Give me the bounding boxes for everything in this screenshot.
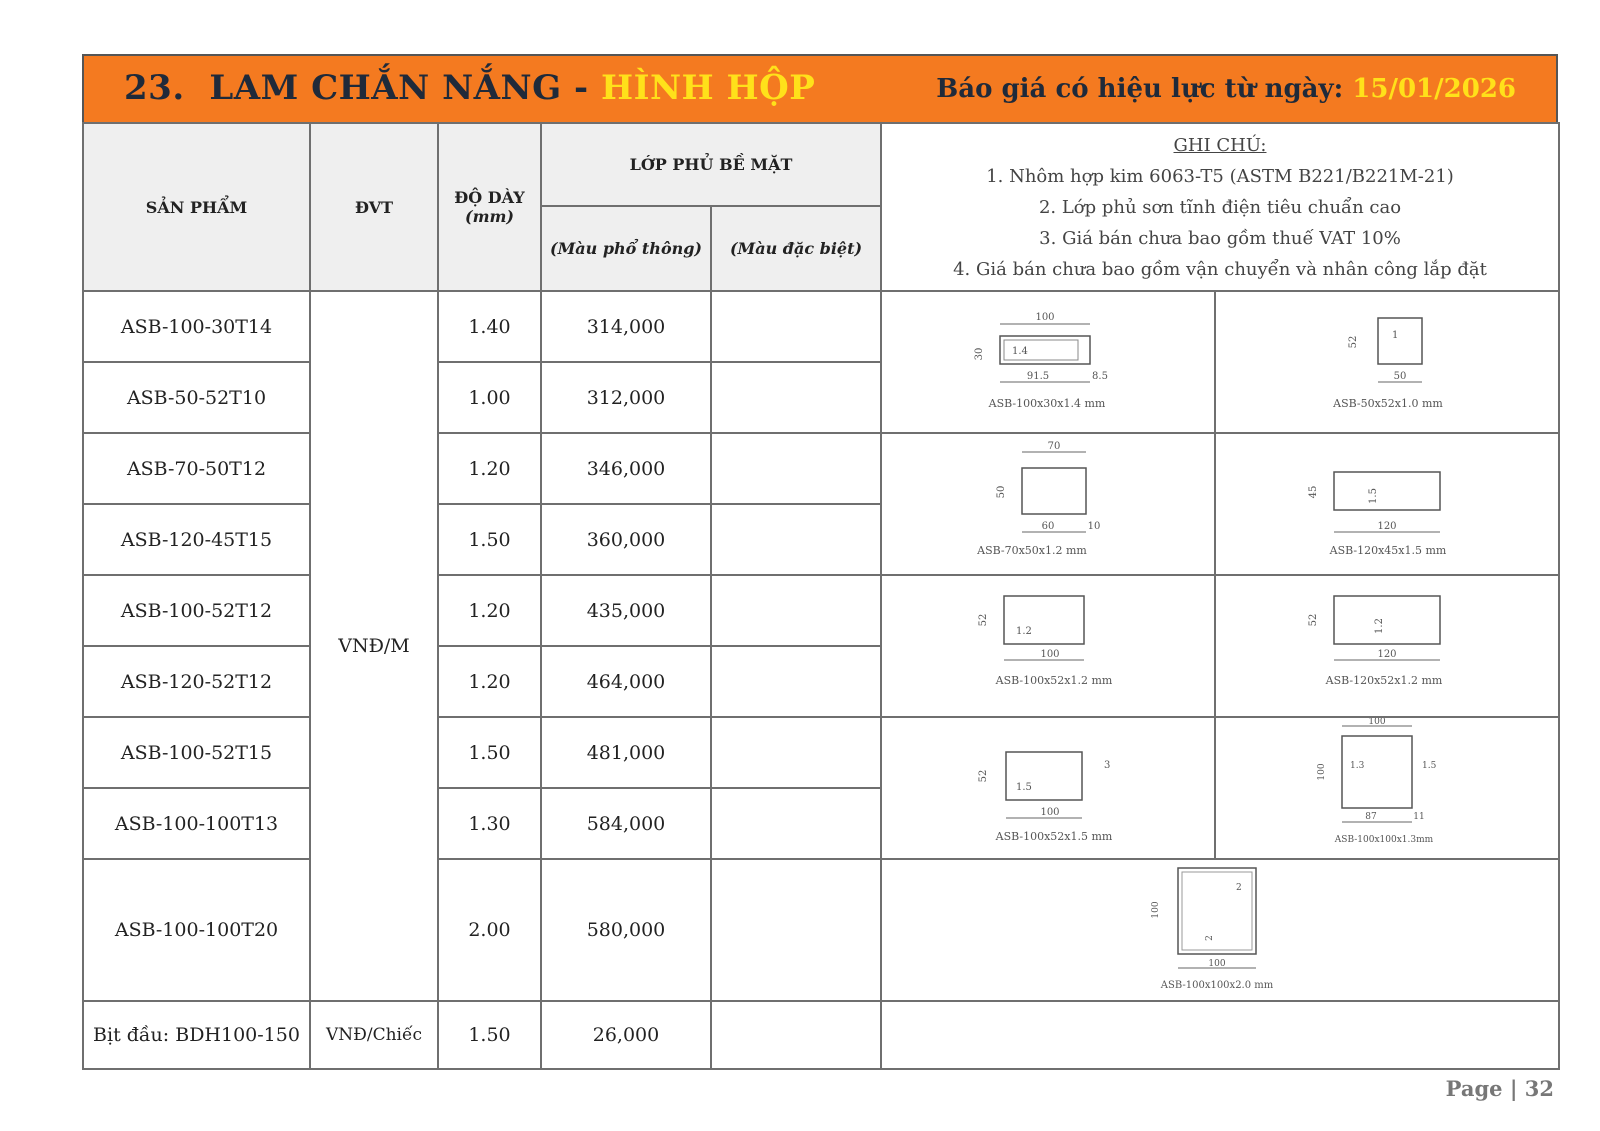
price-special: [711, 717, 881, 788]
dim-label: 100: [1151, 901, 1161, 919]
dim-label: 1.5: [1016, 782, 1032, 793]
empty-drawing-cell: [881, 1001, 1559, 1069]
validity-date: 15/01/2026: [1352, 74, 1516, 104]
thickness-unit: (mm): [465, 207, 514, 226]
section-title-accent: HÌNH HỘP: [600, 68, 816, 108]
product-code: ASB-50-52T10: [83, 362, 310, 433]
dim-label: 1.4: [1012, 346, 1028, 357]
dim-label: 100: [1368, 718, 1386, 727]
price-special: [711, 291, 881, 362]
coating-standard-label: (Màu phổ thông): [550, 239, 702, 258]
dim-label: 100: [1040, 807, 1060, 818]
notes-box: [881, 123, 1559, 291]
dim-label: 50: [1393, 371, 1407, 382]
price-special: [711, 433, 881, 504]
price-standard: 314,000: [541, 291, 711, 362]
validity-label: Báo giá có hiệu lực từ ngày:: [936, 74, 1344, 104]
price-special: [711, 362, 881, 433]
profile-drawing-d7: [882, 718, 1216, 854]
dim-label: 1.2: [1374, 618, 1385, 634]
profile-drawing-d5: [882, 576, 1216, 712]
product-code: ASB-120-45T15: [83, 504, 310, 575]
product-code: ASB-100-52T15: [83, 717, 310, 788]
dim-label: 1.5: [1368, 488, 1379, 504]
dim-label: 11: [1413, 812, 1425, 822]
profile-drawing: [881, 859, 1559, 1001]
price-standard: 580,000: [541, 859, 711, 1001]
dim-label: 52: [978, 613, 989, 627]
note-item: 1. Nhôm hợp kim 6063-T5 (ASTM B221/B221M-21): [986, 165, 1454, 187]
product-code: ASB-100-30T14: [83, 291, 310, 362]
thickness-value: 1.50: [438, 504, 541, 575]
dim-label: 1: [1392, 330, 1399, 341]
dim-label: 10: [1087, 521, 1101, 532]
dim-label: 100: [1208, 959, 1226, 969]
thickness-value: 1.40: [438, 291, 541, 362]
dim-label: 60: [1041, 521, 1055, 532]
price-special: [711, 859, 881, 1001]
dim-label: 87: [1365, 812, 1377, 822]
product-code: ASB-100-100T20: [83, 859, 310, 1001]
dim-label: 52: [1308, 613, 1319, 627]
table-row: [83, 291, 1559, 362]
profile-drawing: [881, 717, 1215, 859]
dim-label: 1.2: [1016, 626, 1032, 637]
unit-cell: VNĐ/M: [310, 291, 438, 1001]
validity-note: [936, 74, 1516, 104]
dim-label: 8.5: [1092, 371, 1108, 382]
product-code: ASB-100-52T12: [83, 575, 310, 646]
drawing-caption: ASB-100x100x1.3mm: [1334, 835, 1434, 845]
col-header-thickness: [438, 123, 541, 291]
drawing-caption: ASB-100x30x1.4 mm: [988, 397, 1106, 410]
price-special: [711, 646, 881, 717]
product-code: ASB-70-50T12: [83, 433, 310, 504]
profile-drawing-d4: [1216, 434, 1560, 570]
drawing-caption: ASB-100x100x2.0 mm: [1160, 980, 1274, 991]
profile-drawing: [1215, 433, 1559, 575]
dim-label: 120: [1377, 521, 1397, 532]
col-header-product: SẢN PHẨM: [83, 123, 310, 291]
dim-label: 2: [1205, 935, 1215, 941]
profile-drawing-d2: [1216, 292, 1560, 428]
product-code: ASB-120-52T12: [83, 646, 310, 717]
profile-drawing-d1: [882, 292, 1216, 428]
note-item: 2. Lớp phủ sơn tĩnh điện tiêu chuẩn cao: [1038, 196, 1402, 218]
drawing-caption: ASB-120x52x1.2 mm: [1325, 674, 1443, 687]
dim-label: 91.5: [1026, 371, 1050, 382]
section-title-main: LAM CHẮN NẮNG -: [209, 68, 589, 108]
dim-label: 52: [1348, 335, 1359, 349]
dim-label: 3: [1104, 760, 1111, 771]
drawing-caption: ASB-70x50x1.2 mm: [977, 544, 1087, 557]
thickness-value: 1.50: [438, 717, 541, 788]
dim-label: 50: [996, 485, 1007, 499]
table-row: [83, 859, 1559, 1001]
dim-label: 45: [1308, 485, 1319, 499]
thickness-value: 1.20: [438, 646, 541, 717]
price-standard: 26,000: [541, 1001, 711, 1069]
section-banner: [82, 54, 1558, 122]
profile-drawing: [1215, 717, 1559, 859]
price-table: [82, 122, 1560, 1070]
dim-label: 2: [1236, 883, 1242, 893]
price-special: [711, 788, 881, 859]
col-header-coating-standard: [541, 206, 711, 291]
table-row: [83, 433, 1559, 504]
dim-label: 1.5: [1422, 761, 1437, 771]
drawing-caption: ASB-50x52x1.0 mm: [1333, 397, 1443, 410]
thickness-value: 2.00: [438, 859, 541, 1001]
price-standard: 481,000: [541, 717, 711, 788]
table-row: [83, 717, 1559, 788]
note-item: 4. Giá bán chưa bao gồm vận chuyển và nhân công lắp đặt: [953, 258, 1487, 280]
dim-label: 100: [1317, 763, 1327, 781]
profile-drawing: [881, 433, 1215, 575]
dim-label: 70: [1047, 441, 1061, 452]
dim-label: 100: [1040, 649, 1060, 660]
page-number: Page | 32: [1445, 1076, 1554, 1101]
dim-label: 30: [974, 347, 985, 361]
product-code: ASB-100-100T13: [83, 788, 310, 859]
product-code: Bịt đầu: BDH100-150: [83, 1001, 310, 1069]
section-title: [124, 68, 815, 108]
col-header-unit: ĐVT: [310, 123, 438, 291]
profile-drawing-d9: [882, 860, 1560, 996]
thickness-value: 1.30: [438, 788, 541, 859]
col-header-coating: LỚP PHỦ BỀ MẶT: [541, 123, 881, 206]
section-number: 23.: [124, 68, 185, 108]
col-header-coating-special: [711, 206, 881, 291]
dim-label: 52: [978, 769, 989, 783]
dim-label: 100: [1035, 312, 1055, 323]
price-special: [711, 504, 881, 575]
price-sheet: [82, 54, 1558, 1070]
price-special: [711, 575, 881, 646]
unit-cell: VNĐ/Chiếc: [310, 1001, 438, 1069]
coating-special-label: (Màu đặc biệt): [729, 239, 863, 258]
drawing-caption: ASB-100x52x1.2 mm: [995, 674, 1113, 687]
thickness-value: 1.20: [438, 433, 541, 504]
dim-label: 1.3: [1350, 761, 1365, 771]
profile-drawing: [881, 575, 1215, 717]
profile-drawing-d3: [882, 434, 1216, 570]
dim-label: 120: [1377, 649, 1397, 660]
drawing-caption: ASB-120x45x1.5 mm: [1329, 544, 1447, 557]
price-standard: 312,000: [541, 362, 711, 433]
thickness-label: ĐỘ DÀY: [454, 188, 525, 207]
table-row: [83, 1001, 1559, 1069]
table-row: [83, 575, 1559, 646]
price-standard: 346,000: [541, 433, 711, 504]
drawing-caption: ASB-100x52x1.5 mm: [995, 830, 1113, 843]
profile-drawing: [881, 291, 1215, 433]
profile-drawing-d8: [1216, 718, 1560, 854]
thickness-value: 1.00: [438, 362, 541, 433]
price-standard: 464,000: [541, 646, 711, 717]
price-standard: 360,000: [541, 504, 711, 575]
thickness-value: 1.50: [438, 1001, 541, 1069]
profile-drawing-d6: [1216, 576, 1560, 712]
profile-drawing: [1215, 291, 1559, 433]
note-item: 3. Giá bán chưa bao gồm thuế VAT 10%: [1039, 227, 1401, 249]
notes-title: GHI CHÚ:: [1173, 134, 1267, 156]
profile-drawing: [1215, 575, 1559, 717]
price-special: [711, 1001, 881, 1069]
price-standard: 584,000: [541, 788, 711, 859]
thickness-value: 1.20: [438, 575, 541, 646]
price-standard: 435,000: [541, 575, 711, 646]
